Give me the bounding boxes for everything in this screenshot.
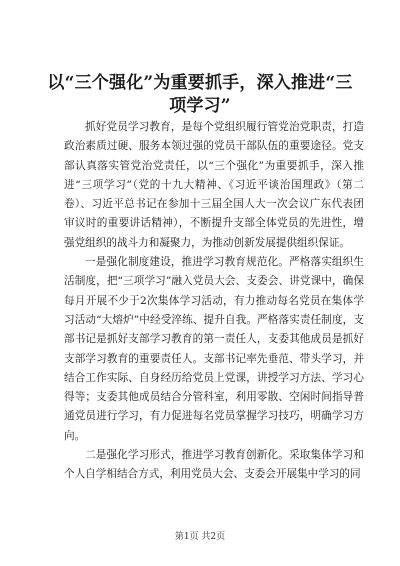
document-title: 以“三个强化”为重要抓手，深入推进“三项学习” xyxy=(47,73,353,116)
page-number-footer: 第1页 共2页 xyxy=(174,532,226,542)
document-body xyxy=(64,118,364,485)
paragraph-first-point: 一是强化制度建设，推进学习教育规范化。严格落实组织生活制度，把“三项学习”融入党员大会、支委会、讲党课中，确保每月开展不少于2次集体学习活动，有力推动每名党员在集体学习活动“大熔炉”中经受淬练、提升自我。严格落实责任制度，支部书记是抓好支部学习教育的第一责任人，支委其他成员是抓好支部学习教育的重要责任人。支部书记率先垂范、带头学习，并结合工作实际、自身经历给党员上党课，讲授学习方法、学习心得等；支委其他成员结合分管科室，利用零散、空闲时间指导普通党员进行学习，有力促进每名党员掌握学习技巧，明确学习方向。 xyxy=(64,256,364,442)
paragraph-second-point: 二是强化学习形式，推进学习教育创新化。采取集体学习和个人自学相结合方式，利用党员大会、支委会开展集中学习的同 xyxy=(64,449,364,481)
paragraph-intro: 抓好党员学习教育，是每个党组织履行管党治党职责，打造政治素质过硬、服务本领过强的党员干部队伍的重要途径。党支部认真落实管党治党责任，以“三个强化”为重要抓手，深入推进“三项学习”（党的十九大精神、《习近平谈治国理政》（第二卷）、习近平总书记在参加十三届全国人大一次会议广东代表团审议时的重要讲话精神），不断提升支部全体党员的先进性，增强党组织的战斗力和凝聚力，为推动创新发展提供组织保证。 xyxy=(64,121,364,249)
